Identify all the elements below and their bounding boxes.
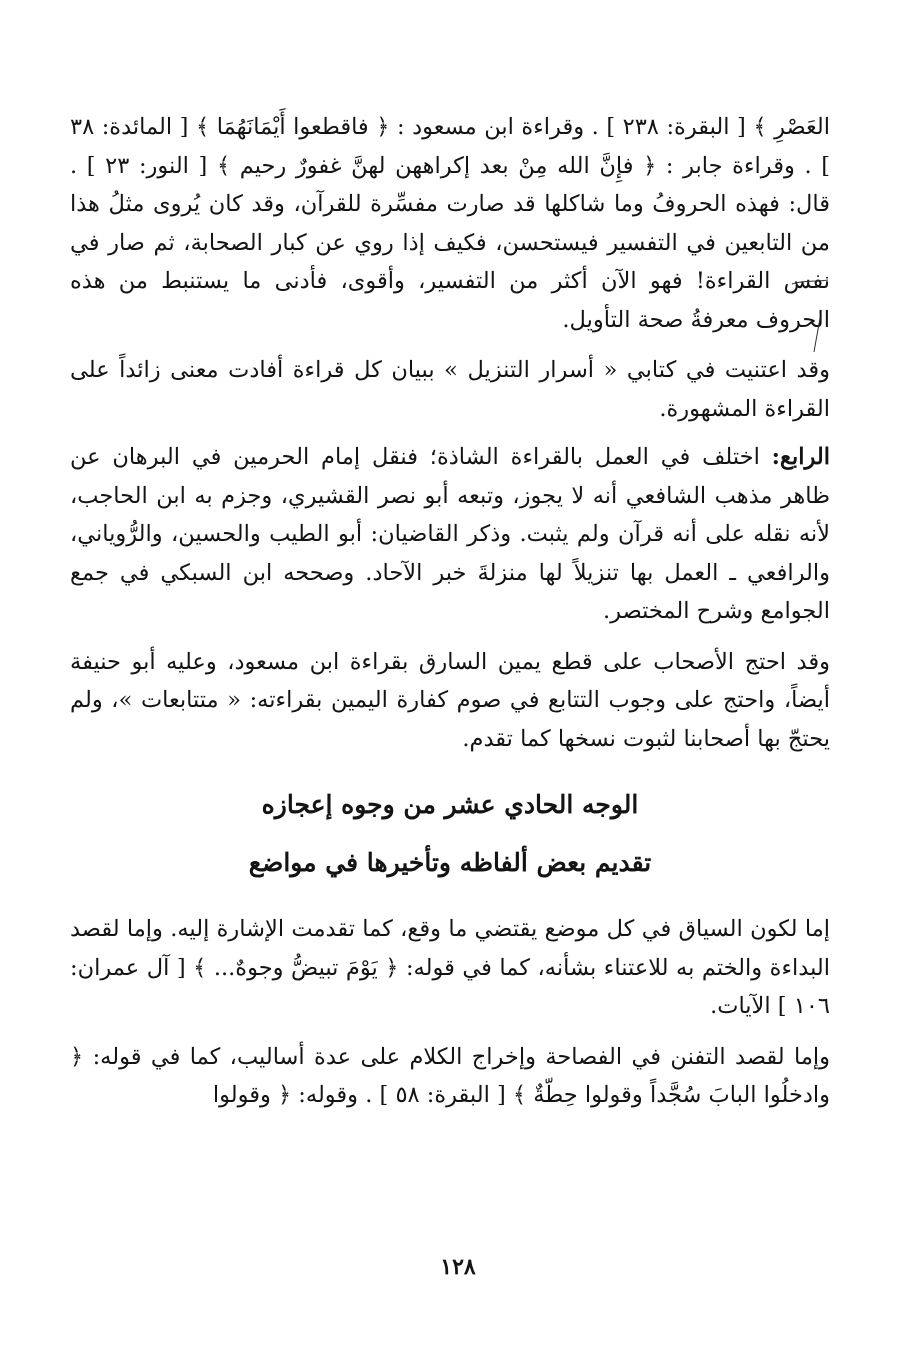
section-heading-sub: تقديم بعض ألفاظه وتأخيرها في مواضع [248, 848, 652, 877]
paragraph-asrar-tanzil: وقد اعتنيت في كتابي « أسرار التنزيل » ببيان كل قراءة أفادت معنى زائداً على القراءة المشهورة. [70, 357, 830, 422]
paragraph-ihtijaj: وقد احتج الأصحاب على قطع يمين السارق بقراءة ابن مسعود، وعليه أبو حنيفة أيضاً، واحتج على وجوب التتابع في صوم كفارة اليمين بقراءته: « متتابعات »، ولم يحتجّ بها أصحابنا لثبوت نسخها كما تقدم. [70, 648, 830, 752]
page-body [70, 108, 830, 1288]
paragraph-rabi-text: اختلف في العمل بالقراءة الشاذة؛ فنقل إمام الحرمين في البرهان عن ظاهر مذهب الشافعي أنه لا يجوز، وتبعه أبو نصر القشيري، وجزم به ابن الحاجب، لأنه نقله على أنه قرآن ولم يثبت. وذكر القاضيان: أبو الطيب والحسين، والرُّوياني، والرافعي ـ العمل بها تنزيلاً لها منزلةَ خبر الآحاد. وصححه ابن السبكي في جمع الجوامع وشرح المختصر. [70, 444, 830, 624]
section-heading-main: الوجه الحادي عشر من وجوه إعجازه [261, 790, 639, 819]
paragraph-siyaq: إما لكون السياق في كل موضع يقتضي ما وقع، كما تقدمت الإشارة إليه. وإما لقصد البداءة والختم به للاعتناء بشأنه، كما في قوله: ﴿ يَوْمَ تبيضُّ وجوهٌ... ﴾ [ آل عمران: ١٠٦ ] الآيات. [70, 916, 830, 1019]
paragraph-tafannun: وإما لقصد التفنن في الفصاحة وإخراج الكلام على عدة أساليب، كما في قوله: ﴿ وادخلُوا البابَ سُجَّداً وقولوا حِطّةٌ ﴾ [ البقرة: ٥٨ ] . وقوله: ﴿ وقولوا [70, 1043, 830, 1108]
paragraph-label-rabi: الرابع: [771, 444, 830, 470]
paragraph-qiraat-tafsir: العَصْرِ ﴾ [ البقرة: ٢٣٨ ] . وقراءة ابن مسعود : ﴿ فاقطعوا أَيْمَانَهُمَا ﴾ [ المائدة: ٣٨ ] . وقراءة جابر : ﴿ فإِنَّ الله مِنْ بعد إكراههن لهنَّ غفورٌ رحيم ﴾ [ النور: ٢٣ ] . قال: فهذه الحروفُ وما شاكلها قد صارت مفسِّرة للقرآن، وقد كان يُروى مثلُ هذا من التابعين في التفسير فيستحسن، فكيف إذا روي عن كبار الصحابة، ثم صار في نفس القراءة! فهو الآن أكثر من التفسير، وأقوى، فأدنى ما يستنبط من هذه الحروف معرفةُ صحة التأويل. [70, 114, 830, 333]
paragraph-rabi [70, 438, 830, 631]
page-number: ١٢٨ [440, 1254, 476, 1280]
